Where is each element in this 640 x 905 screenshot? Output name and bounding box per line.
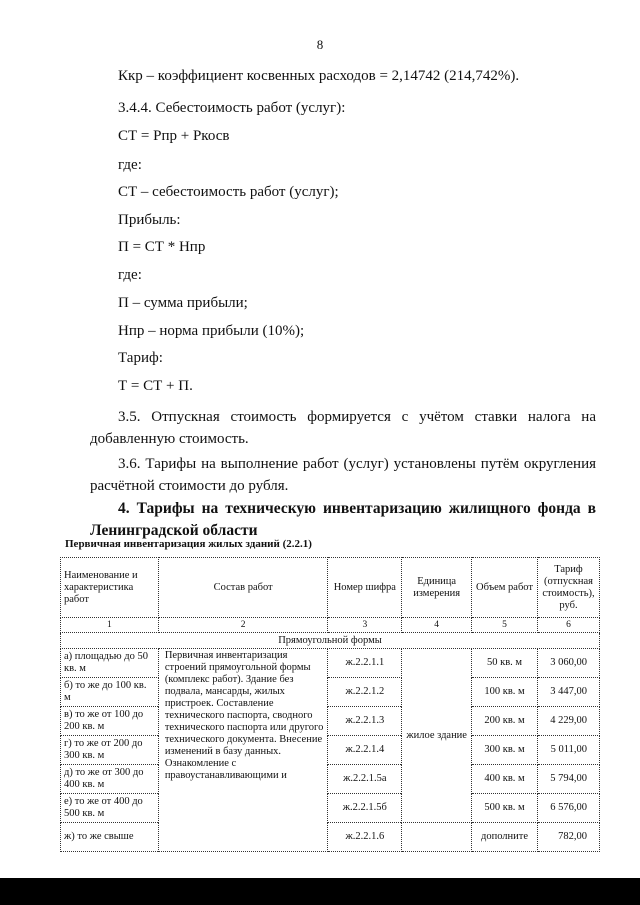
row-tariff: 6 576,00 — [537, 794, 599, 823]
table-row — [61, 765, 600, 794]
header-tariff: Тариф (отпускная стоимость), руб. — [537, 558, 599, 618]
row-volume: 200 кв. м — [472, 707, 538, 736]
row-tariff: 782,00 — [537, 823, 599, 852]
header-unit: Единица измерения — [402, 558, 472, 618]
table-caption: Первичная инвентаризация жилых зданий (2.2.1) — [65, 538, 312, 550]
formula-tariff: Т = СТ + П. — [118, 378, 193, 394]
table-row — [61, 823, 600, 852]
row-name: б) то же до 100 кв. м — [61, 678, 159, 707]
row-name: г) то же от 200 до 300 кв. м — [61, 736, 159, 765]
profit-definition: П – сумма прибыли; — [118, 295, 248, 311]
row-name: а) площадью до 50 кв. м — [61, 649, 159, 678]
formula-profit: П = СТ * Нпр — [118, 239, 206, 255]
section-4-title: 4. Тарифы на техническую инвентаризацию жилищного фонда в Ленинградской области — [90, 500, 596, 539]
row-tariff: 5 794,00 — [537, 765, 599, 794]
row-code: ж.2.2.1.4 — [328, 736, 402, 765]
paragraph-3-6: 3.6. Тарифы на выполнение работ (услуг) установлены путём округления расчётной стоимости до рубля. — [90, 456, 596, 494]
row-volume: 100 кв. м — [472, 678, 538, 707]
header-volume: Объем работ — [472, 558, 538, 618]
row-code: ж.2.2.1.2 — [328, 678, 402, 707]
tariff-table — [60, 557, 600, 852]
row-volume: 400 кв. м — [472, 765, 538, 794]
row-code: ж.2.2.1.5а — [328, 765, 402, 794]
scan-bottom-edge — [0, 878, 640, 905]
row-tariff: 3 060,00 — [537, 649, 599, 678]
table-row — [61, 707, 600, 736]
column-number: 2 — [158, 618, 328, 633]
tariff-label: Тариф: — [118, 350, 163, 366]
row-code: ж.2.2.1.5б — [328, 794, 402, 823]
kkr-definition: Ккр – коэффициент косвенных расходов = 2,14742 (214,742%). — [118, 68, 520, 84]
row-name: в) то же от 100 до 200 кв. м — [61, 707, 159, 736]
row-volume: дополните — [472, 823, 538, 852]
group-label: Прямоугольной формы — [61, 633, 600, 649]
header-code: Номер шифра — [328, 558, 402, 618]
unit-of-measure: жилое здание — [402, 649, 472, 823]
header-composition: Состав работ — [158, 558, 328, 618]
cost-definition: СТ – себестоимость работ (услуг); — [118, 184, 339, 200]
table-header-row — [61, 558, 600, 618]
row-code: ж.2.2.1.1 — [328, 649, 402, 678]
column-number-row — [61, 618, 600, 633]
work-composition: Первичная инвентаризация строений прямоугольной формы (комплекс работ). Здание без подвала, мансарды, жилых пристроек. Составление технического паспорта, сводного технического паспорта или другого технического документа. Внесение изменений в базу данных. Ознакомление с правоустанавливающими и — [158, 649, 328, 852]
table-row — [61, 649, 600, 678]
profit-label: Прибыль: — [118, 212, 181, 228]
table-row — [61, 794, 600, 823]
column-number: 4 — [402, 618, 472, 633]
row-code: ж.2.2.1.6 — [328, 823, 402, 852]
row-tariff: 5 011,00 — [537, 736, 599, 765]
where-label-1: где: — [118, 157, 142, 173]
row-tariff: 3 447,00 — [537, 678, 599, 707]
profit-rate-definition: Нпр – норма прибыли (10%); — [118, 323, 305, 339]
paragraph-3-5: 3.5. Отпускная стоимость формируется с учётом ставки налога на добавленную стоимость. — [90, 409, 596, 447]
row-code: ж.2.2.1.3 — [328, 707, 402, 736]
row-name: ж) то же свыше — [61, 823, 159, 852]
column-number: 6 — [537, 618, 599, 633]
row-unit-empty — [402, 823, 472, 852]
column-number: 1 — [61, 618, 159, 633]
group-row — [61, 633, 600, 649]
where-label-2: где: — [118, 267, 142, 283]
row-volume: 500 кв. м — [472, 794, 538, 823]
row-volume: 50 кв. м — [472, 649, 538, 678]
formula-cost: СТ = Рпр + Ркосв — [118, 128, 230, 144]
table-row — [61, 736, 600, 765]
column-number: 3 — [328, 618, 402, 633]
header-name: Наименование и характеристика работ — [61, 558, 159, 618]
row-name: е) то же от 400 до 500 кв. м — [61, 794, 159, 823]
row-name: д) то же от 300 до 400 кв. м — [61, 765, 159, 794]
page-number: 8 — [316, 37, 324, 52]
row-volume: 300 кв. м — [472, 736, 538, 765]
section-3-4-4-heading: 3.4.4. Себестоимость работ (услуг): — [118, 100, 346, 116]
table-row — [61, 678, 600, 707]
column-number: 5 — [472, 618, 538, 633]
row-tariff: 4 229,00 — [537, 707, 599, 736]
